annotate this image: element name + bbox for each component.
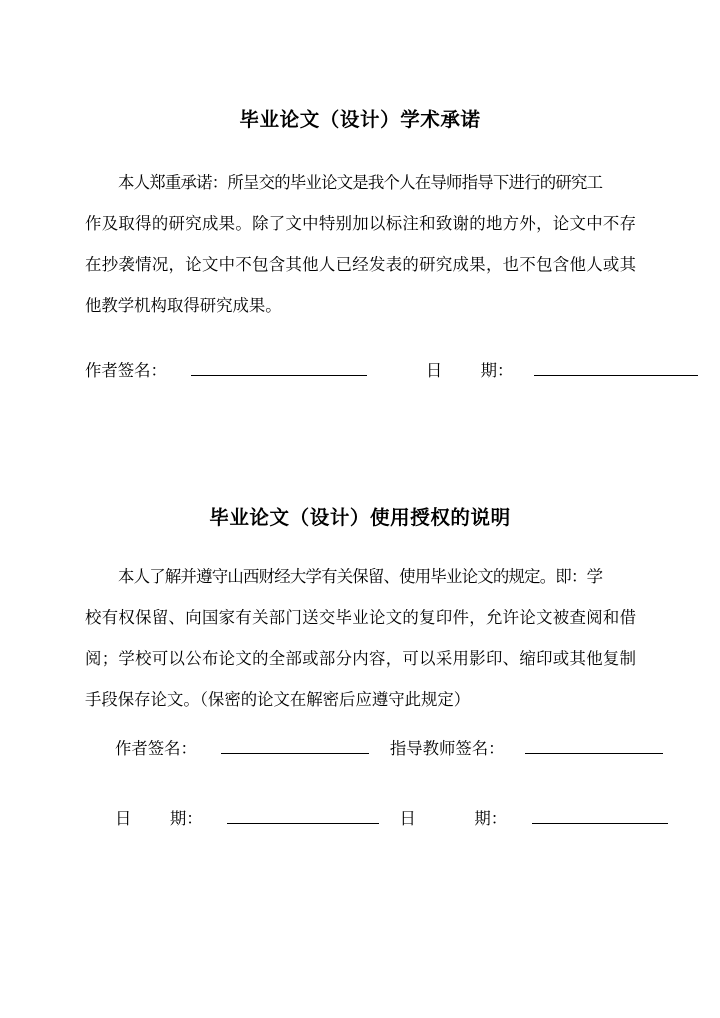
paragraph-line: 手段保存论文。（保密的论文在解密后应遵守此规定）: [85, 690, 471, 709]
section-1-paragraph: [85, 162, 636, 326]
date-field-1[interactable]: [227, 804, 379, 824]
section-2-signature-row: [115, 734, 640, 764]
advisor-signature-label: 指导教师签名：: [389, 739, 505, 758]
date-label-2-char-1: 日: [399, 809, 416, 828]
advisor-signature-field[interactable]: [525, 734, 663, 754]
section-1-title: 毕业论文（设计）学术承诺: [239, 108, 481, 131]
paragraph-line-text: 在抄袭情况，论文中不包含其他人已经发表的研究成果，也不包含他人或其: [85, 255, 637, 274]
paragraph-line: [85, 556, 636, 597]
section-2-title: 毕业论文（设计）使用授权的说明: [209, 506, 511, 529]
section-2-date-row: [115, 804, 640, 834]
paragraph-line-text: 本人郑重承诺：所呈交的毕业论文是我个人在导师指导下进行的研究工: [118, 173, 603, 192]
paragraph-line-text: 本人了解并遵守山西财经大学有关保留、使用毕业论文的规定。即：学: [118, 567, 603, 586]
date-label-char-1: 日: [425, 361, 443, 380]
section-2-paragraph: [85, 556, 636, 720]
date-label-1-char-1: 日: [115, 809, 132, 828]
paragraph-line-text: 作及取得的研究成果。除了文中特别加以标注和致谢的地方外，论文中不存: [85, 214, 637, 233]
date-label-char-2: 期：: [480, 361, 514, 380]
paragraph-line: [85, 244, 636, 285]
author-signature-label: 作者签名：: [85, 361, 167, 380]
paragraph-line: [85, 203, 636, 244]
paragraph-line: 他教学机构取得研究成果。: [85, 296, 282, 315]
author-signature-field[interactable]: [191, 356, 367, 376]
paragraph-line: [85, 597, 636, 638]
author-signature-field[interactable]: [221, 734, 369, 754]
paragraph-line: [85, 638, 636, 679]
date-field[interactable]: [534, 356, 698, 376]
date-label-2-char-2: 期：: [474, 809, 508, 828]
section-1-signature-row: [85, 356, 636, 386]
date-label-1-char-2: 期：: [169, 809, 203, 828]
paragraph-line-text: 校有权保留、向国家有关部门送交毕业论文的复印件，允许论文被查阅和借: [85, 608, 637, 627]
date-field-2[interactable]: [532, 804, 668, 824]
paragraph-line-text: 阅；学校可以公布论文的全部或部分内容，可以采用影印、缩印或其他复制: [85, 649, 637, 668]
paragraph-line: [85, 162, 636, 203]
author-signature-label: 作者签名：: [115, 739, 197, 758]
